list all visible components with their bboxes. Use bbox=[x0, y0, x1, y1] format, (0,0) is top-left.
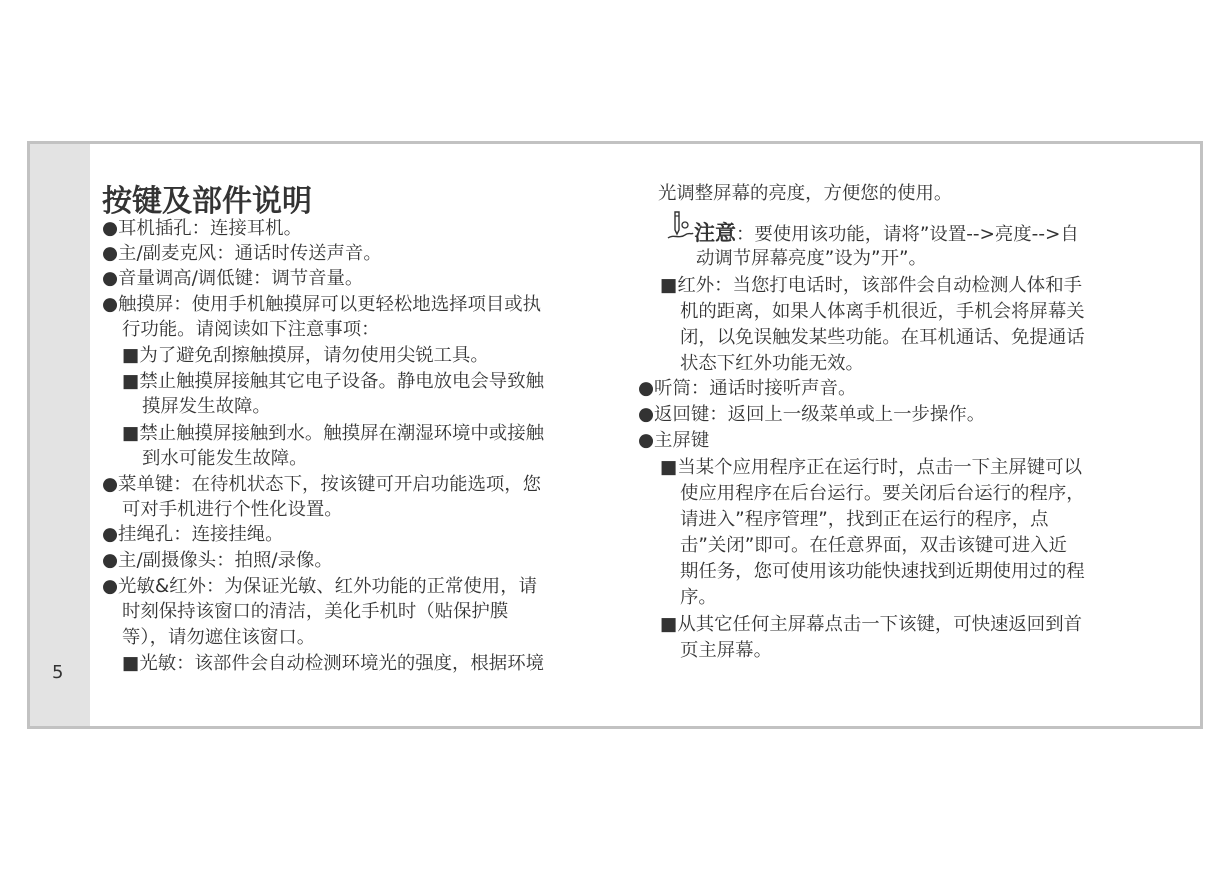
page-margin-strip bbox=[30, 144, 90, 726]
list-item: ■光敏：该部件会自动检测环境光的强度，根据环境 bbox=[122, 653, 544, 674]
list-item: 可对手机进行个性化设置。 bbox=[122, 499, 343, 520]
pencil-note-icon bbox=[665, 208, 695, 242]
list-item: 摸屏发生故障。 bbox=[142, 396, 271, 417]
list-item: ■禁止触摸屏接触其它电子设备。静电放电会导致触 bbox=[122, 371, 544, 392]
note-keyword: 注意 bbox=[694, 221, 736, 245]
list-item: ●光敏&红外：为保证光敏、红外功能的正常使用，请 bbox=[102, 576, 537, 597]
list-item: 期任务，您可使用该功能快速找到近期使用过的程 bbox=[680, 561, 1085, 582]
note-text: ：要使用该功能，请将”设置-->亮度-->自 bbox=[736, 224, 1079, 245]
list-item: ■红外：当您打电话时，该部件会自动检测人体和手 bbox=[660, 275, 1082, 296]
list-item: ■从其它任何主屏幕点击一下该键，可快速返回到首 bbox=[660, 614, 1082, 635]
manual-page bbox=[27, 141, 1203, 729]
list-item: ●主/副麦克风：通话时传送声音。 bbox=[102, 243, 382, 264]
list-item: ■禁止触摸屏接触到水。触摸屏在潮湿环境中或接触 bbox=[122, 423, 544, 444]
list-item: ●菜单键：在待机状态下，按该键可开启功能选项，您 bbox=[102, 474, 542, 495]
list-item: ●耳机插孔：连接耳机。 bbox=[102, 218, 302, 239]
list-item: 到水可能发生故障。 bbox=[142, 448, 308, 469]
list-item: ●触摸屏：使用手机触摸屏可以更轻松地选择项目或执 bbox=[102, 294, 542, 315]
note-line bbox=[694, 222, 1079, 247]
list-item: 行功能。请阅读如下注意事项： bbox=[122, 319, 380, 340]
list-item: ■当某个应用程序正在运行时，点击一下主屏键可以 bbox=[660, 457, 1082, 478]
list-item: ●音量调高/调低键：调节音量。 bbox=[102, 268, 364, 289]
list-item: 等），请勿遮住该窗口。 bbox=[122, 627, 316, 648]
list-item: 序。 bbox=[680, 587, 717, 608]
continued-text: 光调整屏幕的亮度，方便您的使用。 bbox=[658, 183, 953, 204]
list-item: 状态下红外功能无效。 bbox=[680, 353, 864, 374]
list-item: ●主屏键 bbox=[638, 430, 710, 451]
list-item: 机的距离，如果人体离手机很近，手机会将屏幕关 bbox=[680, 301, 1085, 322]
list-item: 页主屏幕。 bbox=[680, 640, 772, 661]
note-line: 动调节屏幕亮度”设为”开”。 bbox=[696, 248, 927, 269]
list-item: 闭，以免误触发某些功能。在耳机通话、免提通话 bbox=[680, 327, 1085, 348]
list-item: ●主/副摄像头：拍照/录像。 bbox=[102, 550, 333, 571]
list-item: 请进入”程序管理”，找到正在运行的程序，点 bbox=[680, 509, 1049, 530]
page-number: 5 bbox=[52, 662, 64, 683]
list-item: 使应用程序在后台运行。要关闭后台运行的程序， bbox=[680, 483, 1085, 504]
list-item: ●返回键：返回上一级菜单或上一步操作。 bbox=[638, 404, 986, 425]
list-item: 击”关闭”即可。在任意界面，双击该键可进入近 bbox=[680, 535, 1067, 556]
list-item: ■为了避免刮擦触摸屏，请勿使用尖锐工具。 bbox=[122, 345, 489, 366]
list-item: ●听筒：通话时接听声音。 bbox=[638, 378, 857, 399]
page-title: 按键及部件说明 bbox=[102, 184, 312, 219]
list-item: ●挂绳孔：连接挂绳。 bbox=[102, 524, 284, 545]
list-item: 时刻保持该窗口的清洁，美化手机时（贴保护膜 bbox=[122, 601, 509, 622]
